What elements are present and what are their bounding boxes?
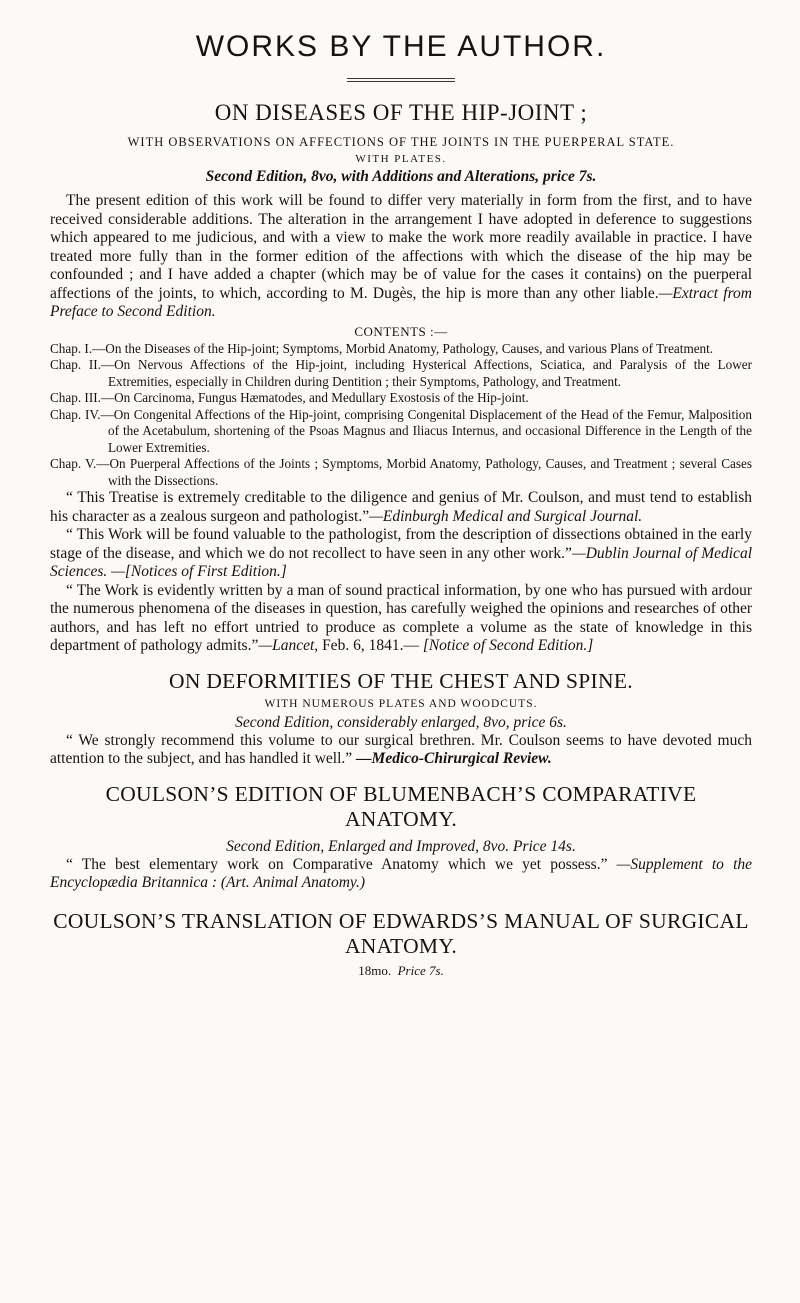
chapter-entry: Chap. V.—On Puerperal Affections of the Joints ; Symptoms, Morbid Anatomy, Pathology, Causes, and Treatment ; several Cases with the Dissections.	[50, 456, 752, 488]
contents-heading: CONTENTS :—	[354, 323, 448, 339]
chest-spine-subtitle: WITH NUMEROUS PLATES AND WOODCUTS.	[264, 697, 538, 710]
review-text: “ The Work is evidently written by a man of sound practical information, by one who has pursued with ardour the numerous phenomena of the diseases in question, has carefully weighed the opinions and researches of other authors, and has left no effort untried to produce as complete a volume as the state of knowledge in this department of pathology admits.”	[50, 581, 752, 654]
review-text: “ The best elementary work on Comparative Anatomy which we yet possess.”	[66, 855, 608, 873]
chapter-entry: Chap. IV.—On Congenital Affections of the Hip-joint, comprising Congenital Displacement of the Head of the Femur, Malposition of the Acetabulum, shortening of the Psoas Magnus and Iliacus Internus, and occasional Difference in the Length of the Lower Extremities.	[50, 406, 752, 455]
chapter-entry: Chap. II.—On Nervous Affections of the Hip-joint, including Hysterical Affections, Sciatica, and Paralysis of the Lower Extremities, especially in Children during Dentition ; their Symptoms, Pathology, and Treatment.	[50, 357, 752, 389]
hip-joint-subtitle: WITH OBSERVATIONS ON AFFECTIONS OF THE JOINTS IN THE PUERPERAL STATE.	[127, 135, 675, 149]
review-source: —Edinburgh Medical and Surgical Journal.	[369, 507, 643, 525]
edwards-price-line	[50, 963, 752, 979]
review-text: “ This Treatise is extremely creditable to the diligence and genius of Mr. Coulson, and must tend to establish his character as a zealous surgeon and pathologist.”	[50, 489, 752, 525]
edwards-title: COULSON’S TRANSLATION OF EDWARDS’S MANUAL OF SURGICAL ANATOMY.	[53, 908, 749, 958]
blumenbach-edition: Second Edition, Enlarged and Improved, 8vo. Price 14s.	[226, 837, 576, 855]
chapter-entry: Chap. III.—On Carcinoma, Fungus Hæmatodes, and Medullary Exostosis of the Hip-joint.	[50, 390, 529, 405]
blumenbach-title: COULSON’S EDITION OF BLUMENBACH’S COMPARATIVE ANATOMY.	[105, 781, 697, 831]
with-plates-note: WITH PLATES.	[355, 153, 447, 165]
review-text: “ We strongly recommend this volume to our surgical brethren. Mr. Coulson seems to have devoted much attention to the subject, and has handled it well.”	[50, 731, 752, 767]
blumenbach-section	[50, 782, 752, 893]
hip-joint-title: ON DISEASES OF THE HIP-JOINT ;	[214, 100, 588, 125]
review-source: —Dublin Journal of Medical Sciences.	[50, 544, 752, 580]
chest-spine-section	[50, 669, 752, 769]
edwards-format: 18mo.	[358, 962, 392, 978]
review-edinburgh	[50, 489, 752, 526]
contents-list	[50, 341, 752, 490]
chapter-entry: Chap. I.—On the Diseases of the Hip-joint; Symptoms, Morbid Anatomy, Pathology, Causes, and various Plans of Treatment.	[50, 340, 714, 356]
chest-spine-edition: Second Edition, considerably enlarged, 8vo, price 6s.	[235, 713, 567, 731]
preface-source: —Extract from Preface to Second Edition.	[50, 284, 752, 320]
review-source: —Supplement to the Encyclopædia Britannica : (Art. Animal Anatomy.)	[50, 855, 753, 891]
edwards-price: Price 7s.	[397, 962, 444, 978]
review-date: Feb. 6, 1841.—	[318, 637, 419, 654]
preface-text: The present edition of this work will be found to differ very materially in form from the first, and to have received considerable additions. The alteration in the arrangement I have adopted in deference to suggestions which appeared to me judicious, and with a view to make the work more readily available in practice. I have treated more fully than in the former edition of the affections with which the disease of the hip may be confounded ; and I have added a chapter (which may be of value for the cases it contains) on the puerperal affections of the joints, to which, according to M. Dugès, the hip is more than any other liable.	[50, 192, 752, 302]
running-head: WORKS BY THE AUTHOR.	[195, 30, 607, 63]
review-lancet	[50, 582, 752, 656]
preface-extract	[50, 192, 752, 322]
hip-joint-section	[50, 100, 752, 656]
review-source: —Medico-Chirurgical Review.	[356, 750, 552, 767]
review-source: —Lancet,	[258, 637, 319, 654]
review-medico-chirurgical	[50, 732, 752, 769]
double-rule-divider	[347, 78, 455, 82]
review-note: [Notice of Second Edition.]	[422, 637, 594, 654]
review-dublin	[50, 526, 752, 582]
edwards-section	[50, 909, 752, 979]
review-britannica	[50, 856, 752, 893]
review-text: “ This Work will be found valuable to the pathologist, from the description of dissections obtained in the early stage of the disease, and which we do not recollect to have seen in any other work.”	[50, 526, 752, 562]
chest-spine-title: ON DEFORMITIES OF THE CHEST AND SPINE.	[169, 668, 633, 693]
review-note: —[Notices of First Edition.]	[111, 563, 287, 580]
hip-joint-edition: Second Edition, 8vo, with Additions and Alterations, price 7s.	[205, 168, 597, 185]
